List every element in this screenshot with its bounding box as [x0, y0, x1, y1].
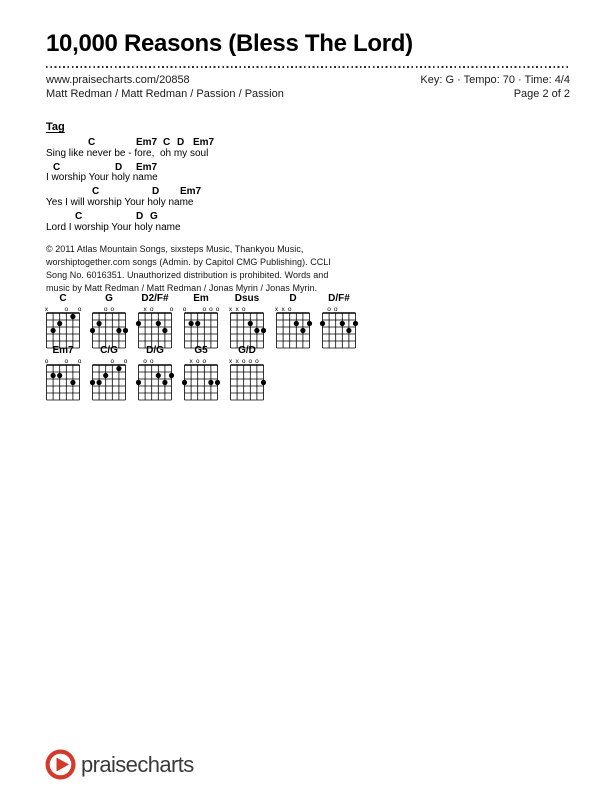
open-string-marker: o: [149, 358, 154, 365]
finger-dot: [136, 321, 141, 326]
muted-string-marker: x: [281, 306, 285, 313]
finger-dot: [51, 373, 56, 378]
open-string-marker: o: [110, 306, 115, 313]
open-string-marker: o: [241, 306, 246, 313]
open-string-marker: o: [64, 306, 69, 313]
chord-grid: [89, 357, 129, 401]
finger-dot: [57, 321, 62, 326]
chord-diagram-label: D: [289, 293, 297, 304]
finger-dot: [189, 321, 194, 326]
finger-dot: [103, 373, 108, 378]
copyright-line: © 2011 Atlas Mountain Songs, sixsteps Music, Thankyou Music,: [46, 244, 304, 254]
finger-dot: [294, 321, 299, 326]
brand-footer: [44, 748, 194, 781]
open-string-marker: o: [215, 306, 220, 313]
lyric-line: Lord I worship Your holy name: [46, 221, 181, 233]
finger-dot: [136, 380, 141, 385]
open-string-marker: o: [149, 306, 154, 313]
finger-dot: [116, 366, 121, 371]
chord-diagram-label: G: [105, 293, 113, 304]
chord-diagram-label: Dsus: [234, 293, 260, 304]
muted-string-marker: x: [235, 306, 239, 313]
muted-string-marker: x: [189, 358, 193, 365]
open-string-marker: o: [169, 306, 174, 313]
finger-dot: [97, 321, 102, 326]
chord-symbol: C: [163, 137, 171, 148]
diagram-row-2: [43, 345, 267, 406]
chord-grid: [319, 305, 359, 349]
copyright-line: worshiptogether.com songs (Admin. by Capitol CMG Publishing). CCLI: [46, 257, 331, 267]
open-string-marker: o: [241, 358, 246, 365]
finger-dot: [300, 328, 305, 333]
open-string-marker: o: [209, 306, 213, 313]
copyright-line: Song No. 6016351. Unauthorized distribution is prohibited. Words and: [46, 270, 329, 280]
finger-dot: [307, 321, 312, 326]
lyric-line: Sing like never be - fore, oh my soul: [46, 147, 209, 159]
chord-symbol: Em7: [193, 137, 215, 148]
finger-dot: [116, 328, 121, 333]
open-string-marker: o: [182, 306, 187, 313]
chord-grid: [89, 305, 129, 349]
chord-grid: [273, 305, 313, 349]
open-string-marker: o: [255, 358, 259, 365]
finger-dot: [156, 321, 161, 326]
finger-dot: [169, 373, 174, 378]
open-string-marker: o: [195, 358, 200, 365]
open-string-marker: o: [103, 306, 108, 313]
chord-line: [0, 162, 615, 173]
chord-symbol: G: [150, 211, 158, 223]
chord-symbol: C: [53, 161, 61, 173]
finger-dot: [195, 321, 200, 326]
muted-string-marker: x: [143, 306, 147, 313]
key-tempo-time: Key: G · Tempo: 70 · Time: 4/4: [420, 74, 570, 86]
finger-dot: [90, 328, 95, 333]
muted-string-marker: x: [235, 358, 239, 365]
finger-dot: [162, 380, 167, 385]
finger-dot: [57, 373, 62, 378]
open-string-marker: o: [44, 358, 49, 365]
copyright-line: music by Matt Redman / Matt Redman / Jonas Myrin / Jonas Myrin.: [46, 283, 318, 293]
finger-dot: [248, 321, 253, 326]
chord-diagram-label: C/G: [100, 345, 118, 356]
chord-diagram-gd: [227, 345, 267, 406]
chord-symbol: D: [115, 161, 123, 173]
chord-diagram-cg: [89, 345, 129, 406]
chord-diagram-dg: [135, 345, 175, 406]
chord-grid: [43, 357, 83, 401]
chord-grid: [135, 357, 175, 401]
finger-dot: [261, 328, 266, 333]
finger-dot: [215, 380, 220, 385]
chord-symbol: D: [177, 137, 185, 148]
muted-string-marker: x: [274, 306, 279, 313]
chord-diagram-label: D/F#: [328, 293, 350, 304]
chord-diagram-em7: [43, 345, 83, 406]
chord-line: [0, 186, 615, 197]
finger-dot: [51, 328, 56, 333]
open-string-marker: o: [333, 306, 338, 313]
chord-grid: [135, 305, 175, 349]
open-string-marker: o: [202, 358, 207, 365]
chord-grid: [181, 357, 221, 401]
open-string-marker: o: [143, 358, 147, 365]
finger-dot: [254, 328, 259, 333]
finger-dot: [346, 328, 351, 333]
chord-diagram-label: Em: [193, 293, 209, 304]
finger-dot: [162, 328, 167, 333]
chord-line: [0, 137, 615, 148]
chord-symbol: Em7: [136, 161, 158, 173]
chord-grid: [227, 305, 267, 349]
chord-diagram-label: G/D: [238, 345, 256, 356]
dotted-separator: [46, 66, 570, 68]
copyright-block: [46, 243, 331, 295]
chord-diagram-label: Em7: [52, 345, 74, 356]
chord-grid: [227, 357, 267, 401]
finger-dot: [123, 328, 128, 333]
chord-grid: [43, 305, 83, 349]
open-string-marker: o: [202, 306, 207, 313]
open-string-marker: o: [123, 358, 128, 365]
chord-symbol: C: [92, 186, 100, 198]
finger-dot: [97, 380, 102, 385]
chord-diagram-label: D/G: [146, 345, 164, 356]
chord-symbol: Em7: [136, 137, 158, 148]
chord-diagram-label: G5: [194, 345, 208, 356]
finger-dot: [90, 380, 95, 385]
authors: Matt Redman / Matt Redman / Passion / Passion: [46, 88, 284, 100]
chord-line: [0, 211, 615, 222]
chord-symbol: D: [136, 211, 144, 223]
open-string-marker: o: [248, 358, 253, 365]
finger-dot: [70, 314, 75, 319]
chord-diagram-df: [319, 293, 359, 354]
chord-diagram-label: C: [59, 293, 67, 304]
chord-symbol: C: [88, 137, 96, 148]
open-string-marker: o: [327, 306, 331, 313]
finger-dot: [320, 321, 325, 326]
finger-dot: [340, 321, 345, 326]
finger-dot: [70, 380, 75, 385]
chord-grid: [181, 305, 221, 349]
page-number: Page 2 of 2: [513, 88, 570, 100]
song-url: www.praisecharts.com/20858: [46, 74, 190, 86]
header-info-row-2: [46, 89, 570, 100]
muted-string-marker: x: [44, 306, 49, 313]
section-heading: Tag: [46, 121, 65, 133]
finger-dot: [182, 380, 187, 385]
chord-diagram-d: [273, 293, 313, 354]
muted-string-marker: x: [228, 306, 233, 313]
finger-dot: [261, 380, 266, 385]
muted-string-marker: x: [228, 358, 233, 365]
lyric-line: Yes I will worship Your holy name: [46, 196, 194, 208]
finger-dot: [208, 380, 213, 385]
chord-diagram-label: D2/F#: [141, 293, 169, 304]
finger-dot: [353, 321, 358, 326]
brand-name: praisecharts: [81, 751, 194, 777]
lyric-line: I worship Your holy name: [46, 172, 158, 184]
chord-symbol: Em7: [180, 186, 202, 198]
header-info-row-1: [46, 75, 570, 86]
open-string-marker: o: [110, 358, 115, 365]
open-string-marker: o: [64, 358, 69, 365]
play-icon: [44, 748, 77, 781]
page-title: 10,000 Reasons (Bless The Lord): [46, 30, 413, 57]
chord-symbol: D: [152, 186, 160, 198]
chord-symbol: C: [75, 211, 83, 223]
chord-diagram-g5: [181, 345, 221, 406]
open-string-marker: o: [77, 358, 82, 365]
open-string-marker: o: [287, 306, 292, 313]
open-string-marker: o: [77, 306, 82, 313]
finger-dot: [156, 373, 161, 378]
